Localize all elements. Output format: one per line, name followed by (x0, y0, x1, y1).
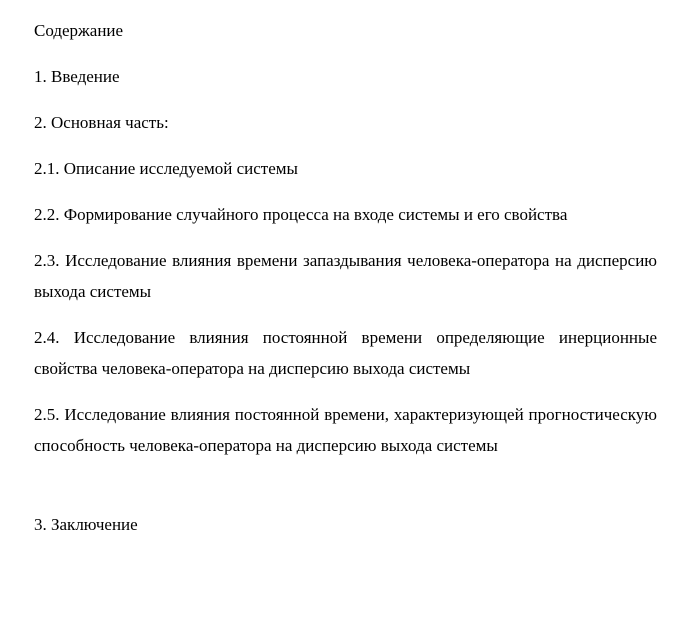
toc-item-inertial-constant-study: 2.4. Исследование влияния постоянной времени определяющие инерционные свойства человека-оператора на дисперсию выхода системы (34, 328, 657, 378)
toc-item-main-part: 2. Основная часть: (34, 113, 169, 132)
toc-item-prognostic-constant-study: 2.5. Исследование влияния постоянной времени, характеризующей прогностическую способность человека-оператора на дисперсию выхода системы (34, 405, 657, 455)
toc-item-delay-time-study: 2.3. Исследование влияния времени запаздывания человека-оператора на дисперсию выхода системы (34, 251, 657, 301)
toc-item-introduction: 1. Введение (34, 67, 120, 86)
toc-item-system-description: 2.1. Описание исследуемой системы (34, 159, 298, 178)
toc-title: Содержание (34, 21, 124, 40)
toc-item-random-process: 2.2. Формирование случайного процесса на входе системы и его свойства (34, 205, 568, 224)
toc-item-conclusion: 3. Заключение (34, 515, 138, 534)
